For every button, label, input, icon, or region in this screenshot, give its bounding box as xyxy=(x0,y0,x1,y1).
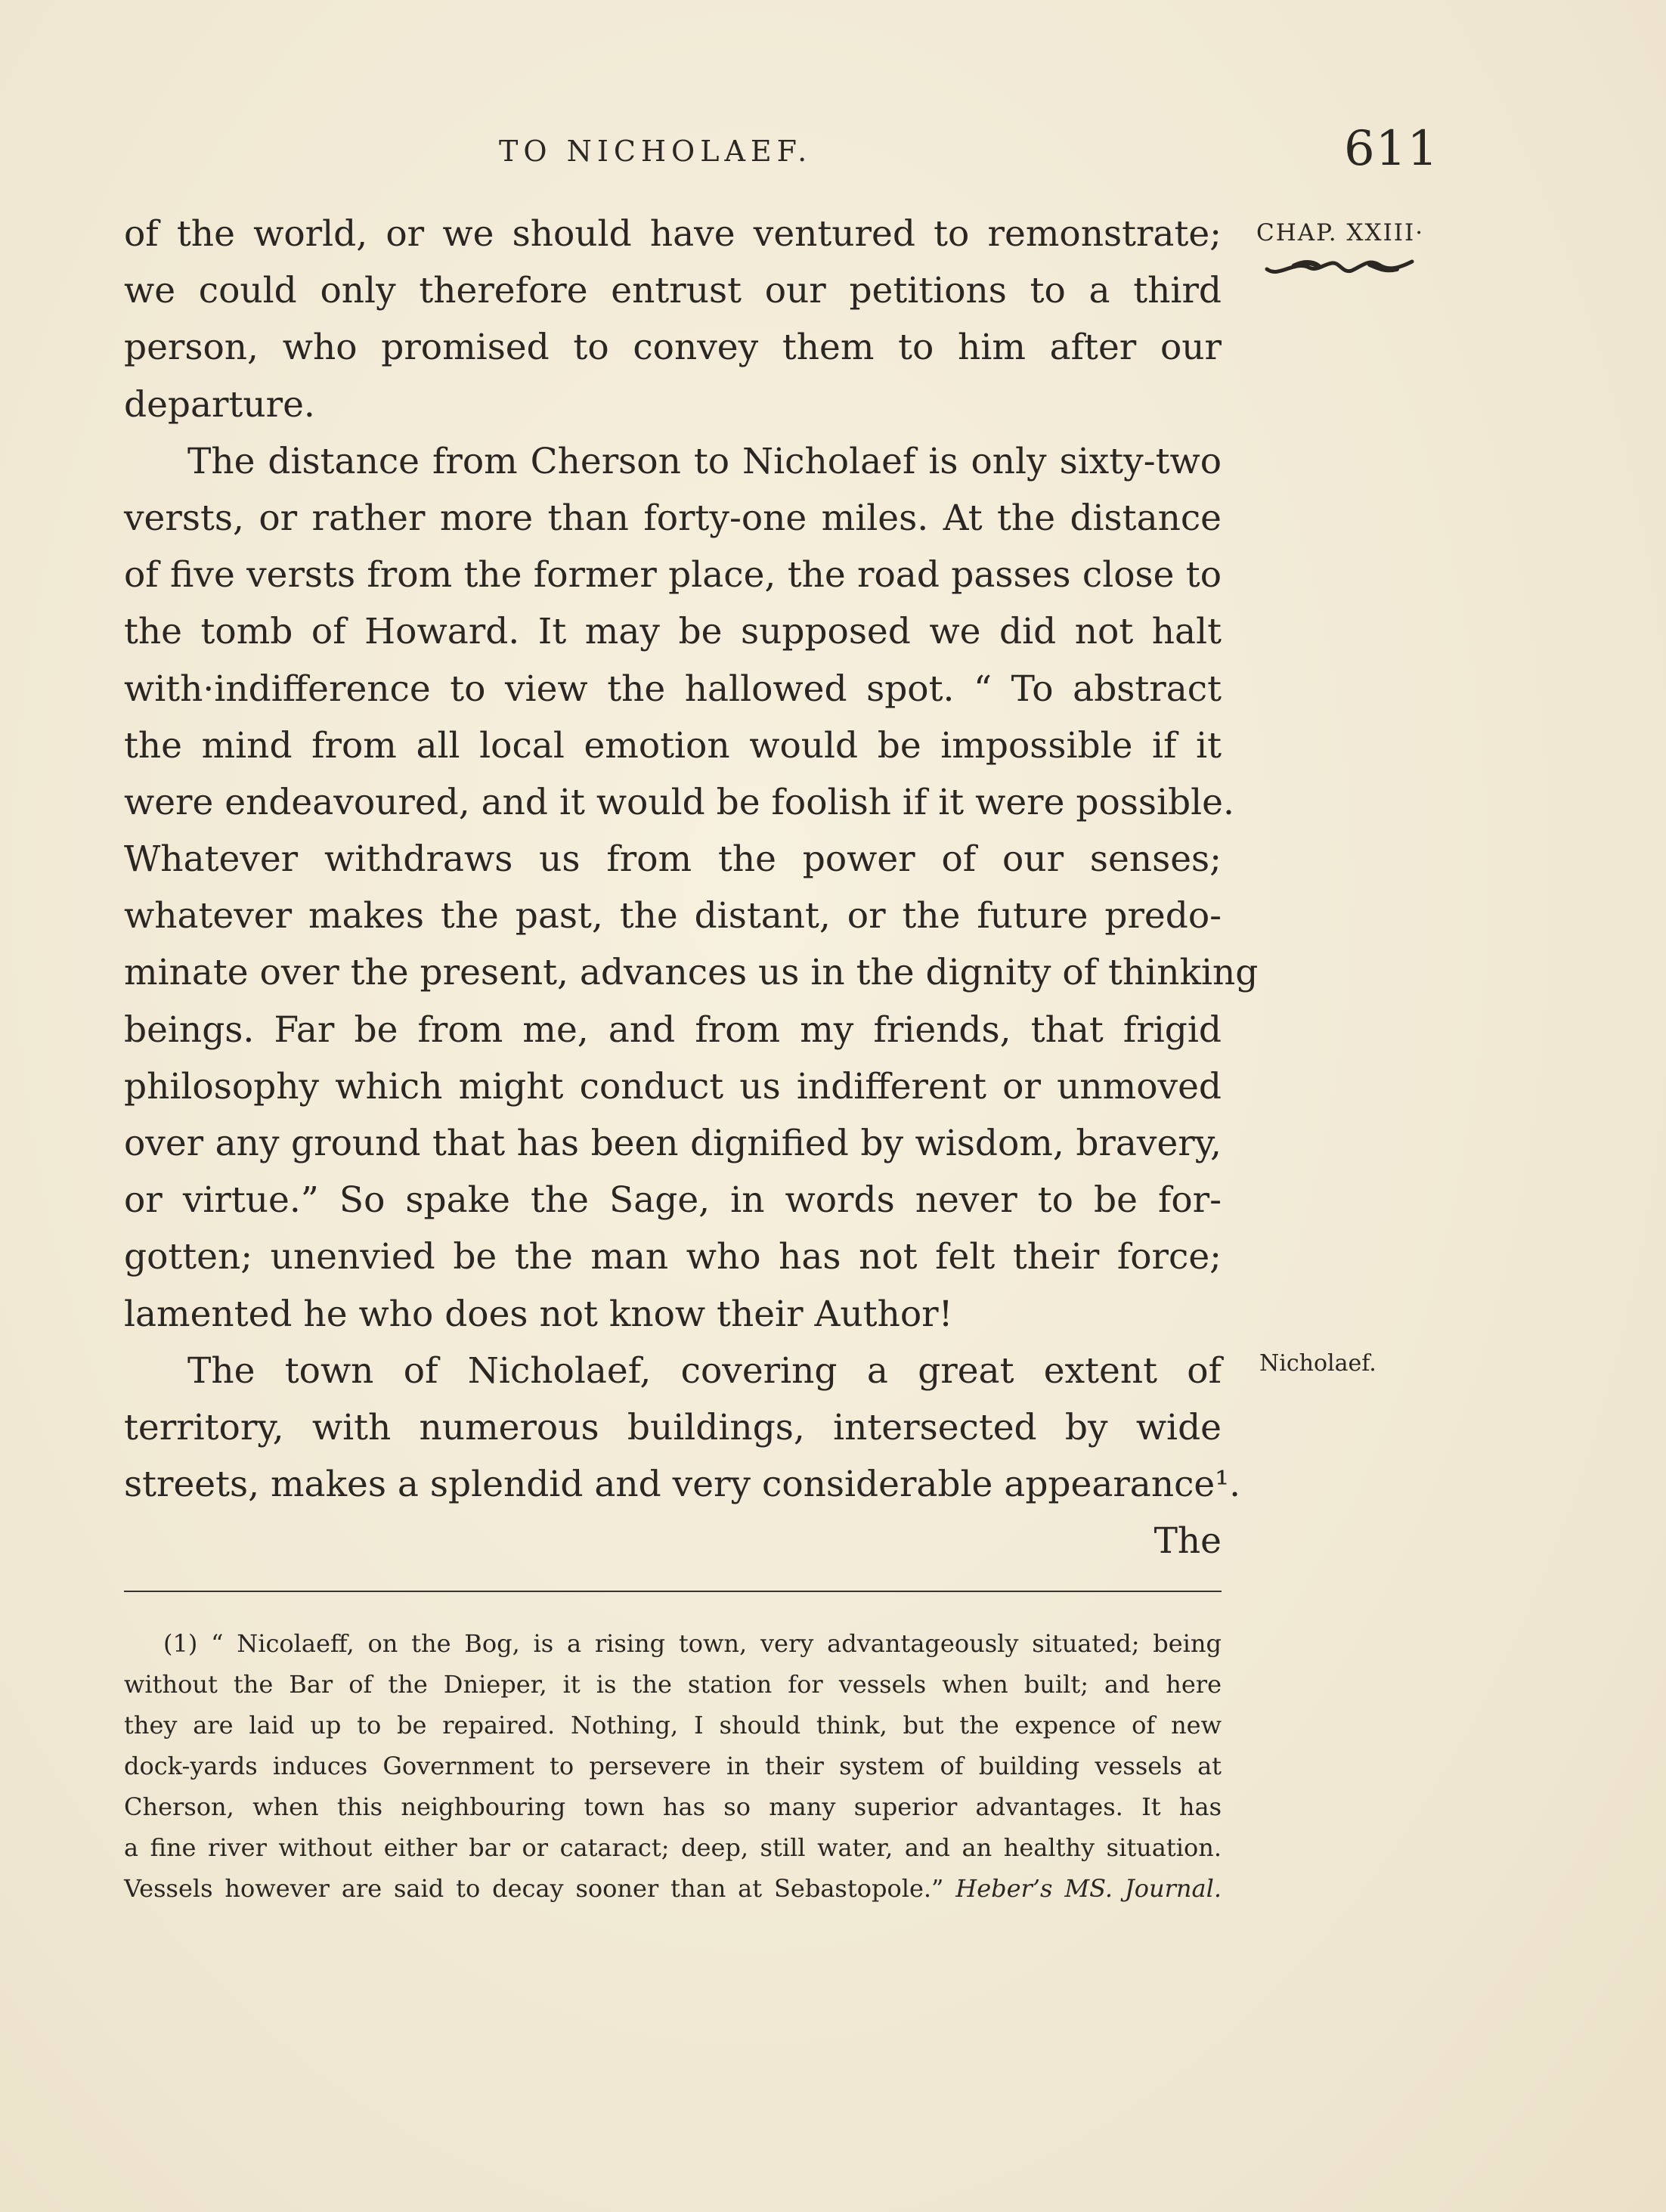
footnote xyxy=(124,1623,1222,1909)
body-line: streets, makes a splendid and very considerable appearance¹. xyxy=(124,1464,1241,1506)
page-number: 611 xyxy=(1344,121,1439,177)
footnote-line-last xyxy=(124,1868,1222,1909)
body-line: territory, with numerous buildings, intersected by wide xyxy=(124,1406,1222,1448)
body-line: whatever makes the past, the distant, or the future predo- xyxy=(124,895,1222,937)
body-line: over any ground that has been dignified by wisdom, bravery, xyxy=(124,1123,1222,1164)
body-line: person, who promised to convey them to him after our xyxy=(124,327,1222,369)
footnote-citation: Heber’s MS. Journal. xyxy=(955,1874,1222,1903)
footnote-line: dock-yards induces Government to persevere in their system of building vessels at xyxy=(124,1752,1222,1780)
body-line: The town of Nicholaef, covering a great extent of xyxy=(187,1349,1222,1392)
footnote-line: without the Bar of the Dnieper, it is the station for vessels when built; and here xyxy=(124,1670,1222,1699)
body-line: versts, or rather more than forty-one miles. At the distance xyxy=(124,497,1222,539)
footnote-rule xyxy=(124,1591,1222,1592)
body-line: philosophy which might conduct us indifferent or unmoved xyxy=(124,1065,1222,1108)
swash-ornament-icon xyxy=(1264,254,1415,284)
body-line: were endeavoured, and it would be foolish if it were possible. xyxy=(124,781,1234,823)
body-line: of the world, or we should have ventured to remonstrate; xyxy=(124,213,1222,255)
body-line: the mind from all local emotion would be impossible if it xyxy=(124,724,1222,767)
body-line: Whatever withdraws us from the power of our senses; xyxy=(124,838,1222,881)
footnote-line: they are laid up to be repaired. Nothing, I should think, but the expence of new xyxy=(124,1711,1222,1740)
body-line: The distance from Cherson to Nicholaef is only sixty-two xyxy=(187,440,1222,482)
body-line: of five versts from the former place, the road passes close to xyxy=(124,554,1222,596)
body-line: we could only therefore entrust our petitions to a third xyxy=(124,270,1222,312)
body-line: beings. Far be from me, and from my friends, that frigid xyxy=(124,1008,1222,1051)
footnote-last-text: Vessels however are said to decay sooner than at Sebastopole.” xyxy=(124,1874,944,1903)
catchword: The xyxy=(1154,1520,1222,1563)
body-line: or virtue.” So spake the Sage, in words never to be for- xyxy=(124,1179,1222,1222)
footnote-line: (1) “ Nicolaeff, on the Bog, is a rising town, very advantageously situated; being xyxy=(163,1629,1222,1658)
body-line: minate over the present, advances us in the dignity of thinking xyxy=(124,952,1259,994)
footnote-line: a fine river without either bar or cataract; deep, still water, and an healthy situation. xyxy=(124,1833,1222,1862)
body-line: lamented he who does not know their Author! xyxy=(124,1293,953,1335)
body-line: the tomb of Howard. It may be supposed we did not halt xyxy=(124,611,1222,653)
footnote-line: Cherson, when this neighbouring town has so many superior advantages. It has xyxy=(124,1792,1222,1821)
body-text xyxy=(124,206,1259,1570)
body-line: gotten; unenvied be the man who has not felt their force; xyxy=(124,1236,1222,1278)
running-head: TO NICHOLAEF. xyxy=(499,135,813,168)
margin-note-nicholaef: Nicholaef. xyxy=(1259,1350,1376,1377)
body-line: departure. xyxy=(124,383,315,426)
margin-chapter-label: CHAP. XXIII· xyxy=(1256,219,1425,246)
body-line: with·indifference to view the hallowed spot. “ To abstract xyxy=(124,668,1222,710)
